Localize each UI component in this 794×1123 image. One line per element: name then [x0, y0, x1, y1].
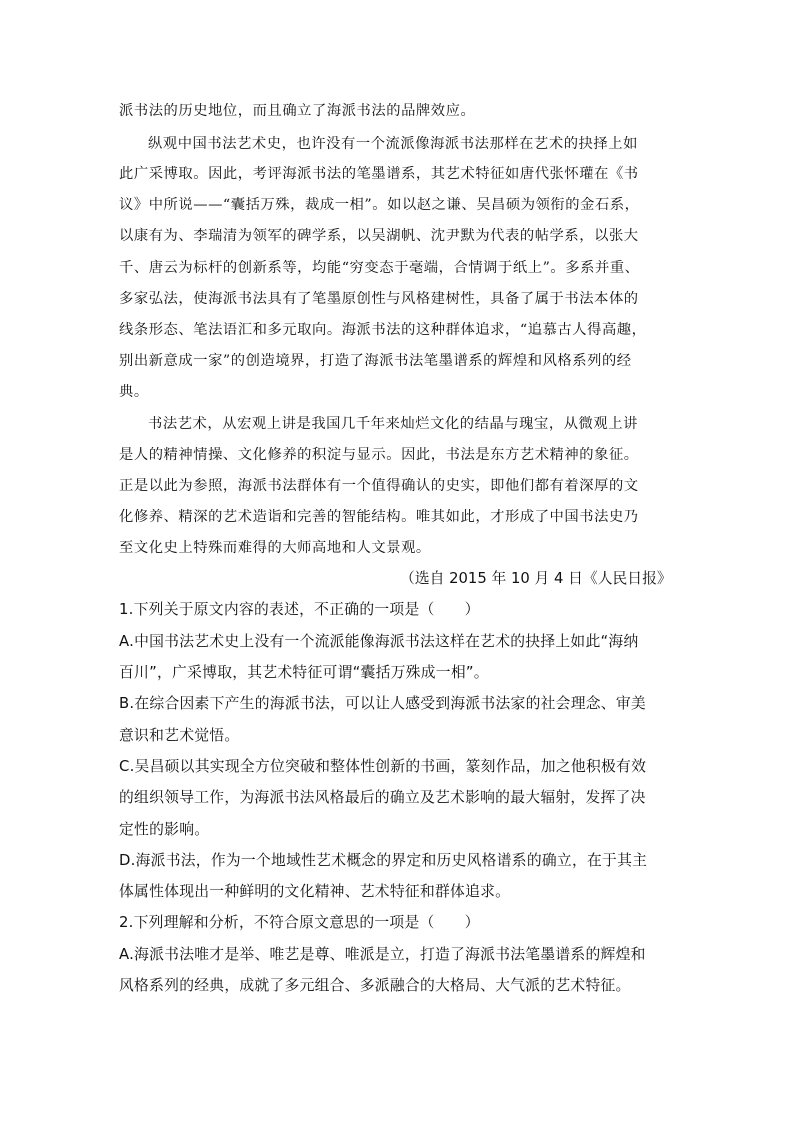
question-option-line: 风格系列的经典，成就了多元组合、多派融合的大格局、大气派的艺术特征。 [119, 977, 631, 994]
question-option-line: C.吴昌硕以其实现全方位突破和整体性创新的书画，篆刻作品，加之他积极有效 [119, 758, 647, 775]
passage-line: 千、唐云为标杆的创新系等，均能“穷变态于毫端，合情调于纸上”。多系并重、 [119, 260, 640, 276]
passage-line: 此广采博取。因此，考评海派书法的笔墨谱系，其艺术特征如唐代张怀瓘在《书 [119, 166, 639, 182]
passage-line: 化修养、精深的艺术造诣和完善的智能结构。唯其如此，才形成了中国书法史乃 [119, 509, 639, 525]
question-option-line: D.海派书法，作为一个地域性艺术概念的界定和历史风格谱系的确立，在于其主 [119, 852, 648, 869]
passage-line: 多家弘法，使海派书法具有了笔墨原创性与风格建树性，具备了属于书法本体的 [119, 291, 639, 307]
passage-line: 书法艺术，从宏观上讲是我国几千年来灿烂文化的结晶与瑰宝，从微观上讲 [148, 416, 638, 432]
question-option-line: A.中国书法艺术史上没有一个流派能像海派书法这样在艺术的抉择上如此“海纳 [119, 633, 639, 650]
question-stem: 2.下列理解和分析，不符合原文意思的一项是（ ） [119, 914, 480, 931]
question-option-line: 意识和艺术觉悟。 [119, 727, 240, 744]
question-option-line: 体属性体现出一种鲜明的文化精神、艺术特征和群体追求。 [119, 883, 511, 900]
question-option-line: 百川”，广采博取，其艺术特征可谓“囊括万殊成一相”。 [119, 664, 489, 681]
passage-line: 派书法的历史地位，而且确立了海派书法的品牌效应。 [119, 103, 476, 119]
passage-line: 以康有为、李瑞清为领军的碑学系，以吴湖帆、沈尹默为代表的帖学系，以张大 [119, 228, 639, 244]
question-option-line: 定性的影响。 [119, 821, 210, 838]
question-option-line: 的组织领导工作，为海派书法风格最后的确立及艺术影响的最大辐射，发挥了决 [119, 789, 646, 806]
passage-line: 至文化史上特殊而难得的大师高地和人文景观。 [119, 540, 431, 556]
passage-line: 纵观中国书法艺术史，也许没有一个流派像海派书法那样在艺术的抉择上如 [148, 136, 638, 152]
question-stem: 1.下列关于原文内容的表述，不正确的一项是（ ） [119, 601, 480, 618]
question-option-line: A.海派书法唯才是举、唯艺是尊、唯派是立，打造了海派书法笔墨谱系的辉煌和 [119, 946, 646, 963]
question-option-line: B.在综合因素下产生的海派书法，可以让人感受到海派书法家的社会理念、审美 [119, 695, 646, 712]
passage-source: （选自 2015 年 10 月 4 日《人民日报》 [400, 570, 672, 587]
passage-line: 正是以此为参照，海派书法群体有一个值得确认的史实，即他们都有着深厚的文 [119, 478, 639, 494]
passage-line: 典。 [119, 384, 149, 400]
passage-line: 是人的精神情操、文化修养的积淀与显示。因此，书法是东方艺术精神的象征。 [119, 447, 639, 463]
passage-line: 别出新意成一家”的创造境界，打造了海派书法笔墨谱系的辉煌和风格系列的经 [119, 353, 632, 369]
passage-line: 议》中所说——“囊括万殊，裁成一相”。如以赵之谦、吴昌硕为领衔的金石系， [119, 197, 640, 213]
passage-line: 线条形态、笔法语汇和多元取向。海派书法的这种群体追求，“追慕古人得高趣， [119, 322, 647, 338]
